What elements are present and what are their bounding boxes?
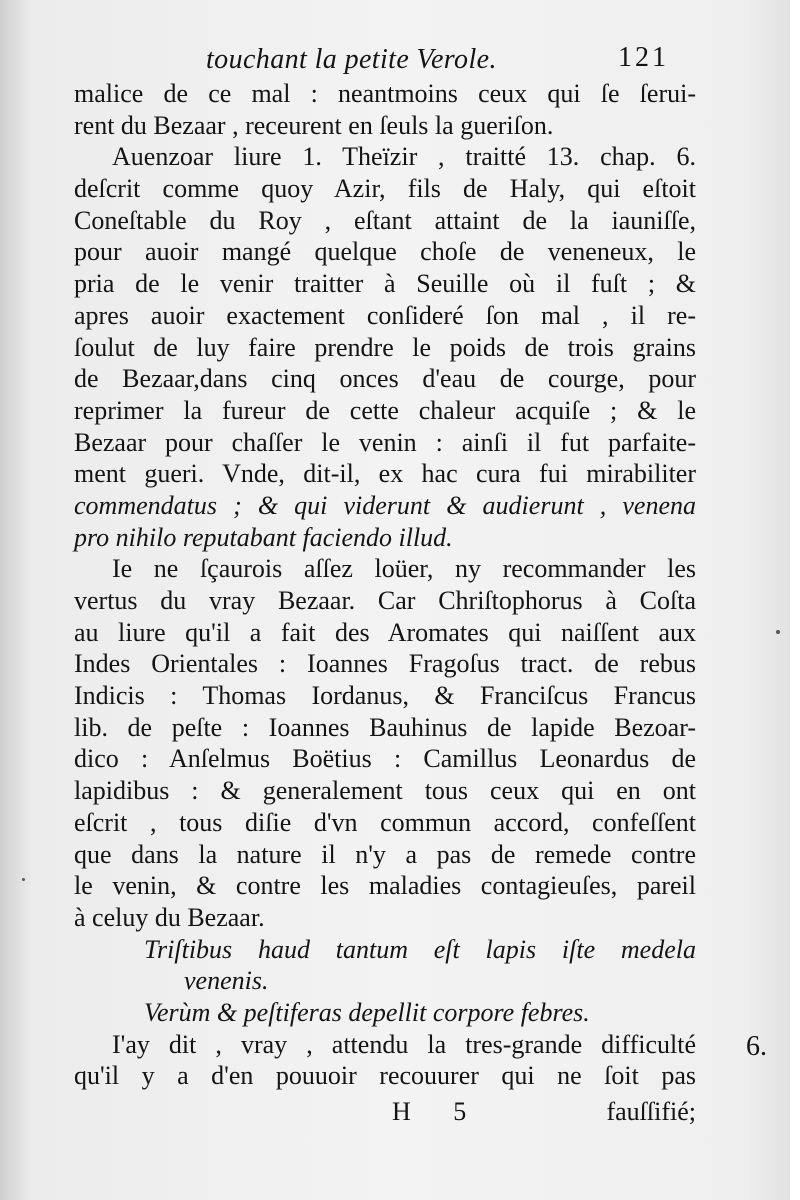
page-edge: [790, 0, 800, 1200]
text-line: au liure qu'il a fait des Aromates qui naiſſent aux: [74, 617, 696, 647]
text-line: apres auoir exactement conſideré ſon mal , il re-: [74, 300, 696, 330]
page-footer: [74, 1097, 696, 1131]
text-line: I'ay dit , vray , attendu la tres-grande difficulté: [112, 1029, 696, 1059]
text-line: pria de le venir traitter à Seuille où il fuſt ; &: [74, 269, 696, 299]
page-number: 121: [618, 42, 669, 73]
text-line: de Bezaar,dans cinq onces d'eau de courge, pour: [74, 364, 696, 394]
text-line: le venin, & contre les maladies contagieuſes, pareil: [74, 871, 696, 901]
text-line: lib. de peſte : Ioannes Bauhinus de lapide Bezoar-: [74, 712, 696, 742]
verse-line: venenis.: [184, 966, 269, 996]
text-line: qu'il y a d'en pouuoir recouurer qui ne ſoit pas: [74, 1061, 696, 1091]
text-line: Ie ne ſçaurois aſſez loüer, ny recommander les: [112, 554, 696, 584]
text-line: eſcrit , tous diſie d'vn commun accord, confeſſent: [74, 807, 696, 837]
text-line: ment gueri. Vnde, dit-il, ex hac cura fui mirabiliter: [74, 459, 696, 489]
text-line: deſcrit comme quoy Azir, fils de Haly, qui eſtoit: [74, 174, 696, 204]
text-line: dico : Anſelmus Boëtius : Camillus Leonardus de: [74, 744, 696, 774]
signature-mark: H 5: [392, 1097, 485, 1126]
text-line: Bezaar pour chaſſer le venin : ainſi il fut parfaite-: [74, 427, 696, 457]
catchword: fauſſifié;: [606, 1097, 696, 1126]
verse-line: Verùm & peſtiferas depellit corpore febres.: [144, 997, 590, 1027]
text-line: Indicis : Thomas Iordanus, & Franciſcus Francus: [74, 681, 696, 711]
text-line: à celuy du Bezaar.: [74, 902, 265, 932]
text-line: vertus du vray Bezaar. Car Chriſtophorus à Coſta: [74, 586, 696, 615]
latin-quote-line: commendatus ; & qui viderunt & audierunt , venena: [74, 490, 696, 520]
text-line: que dans la nature il n'y a pas de remede contre: [74, 839, 696, 869]
text-line: lapidibus : & generalement tous ceux qui en ont: [74, 776, 696, 806]
ink-speck: [22, 878, 25, 881]
margin-note: 6.: [746, 1031, 767, 1062]
text-block: [74, 78, 696, 1092]
verse-line: Triſtibus haud tantum eſt lapis iſte medela: [144, 934, 696, 964]
text-line: reprimer la fureur de cette chaleur acquiſe ; & le: [74, 395, 696, 425]
text-line: Auenzoar liure 1. Theïzir , traitté 13. chap. 6.: [112, 142, 696, 172]
text-line: Coneſtable du Roy , eſtant attaint de la iauniſſe,: [74, 205, 696, 235]
running-title: touchant la petite Verole.: [206, 44, 497, 75]
text-line: ſoulut de luy faire prendre le poids de trois grains: [74, 332, 696, 362]
text-line: pour auoir mangé quelque choſe de veneneux, le: [74, 237, 696, 267]
text-line: malice de ce mal : neantmoins ceux qui ſe ſerui-: [74, 79, 696, 108]
text-line: rent du Bezaar , receurent en ſeuls la gueriſon.: [74, 110, 554, 140]
latin-quote-line: pro nihilo reputabant faciendo illud.: [74, 522, 453, 552]
ink-speck: [776, 630, 780, 634]
text-line: Indes Orientales : Ioannes Fragoſus tract. de rebus: [74, 649, 696, 679]
